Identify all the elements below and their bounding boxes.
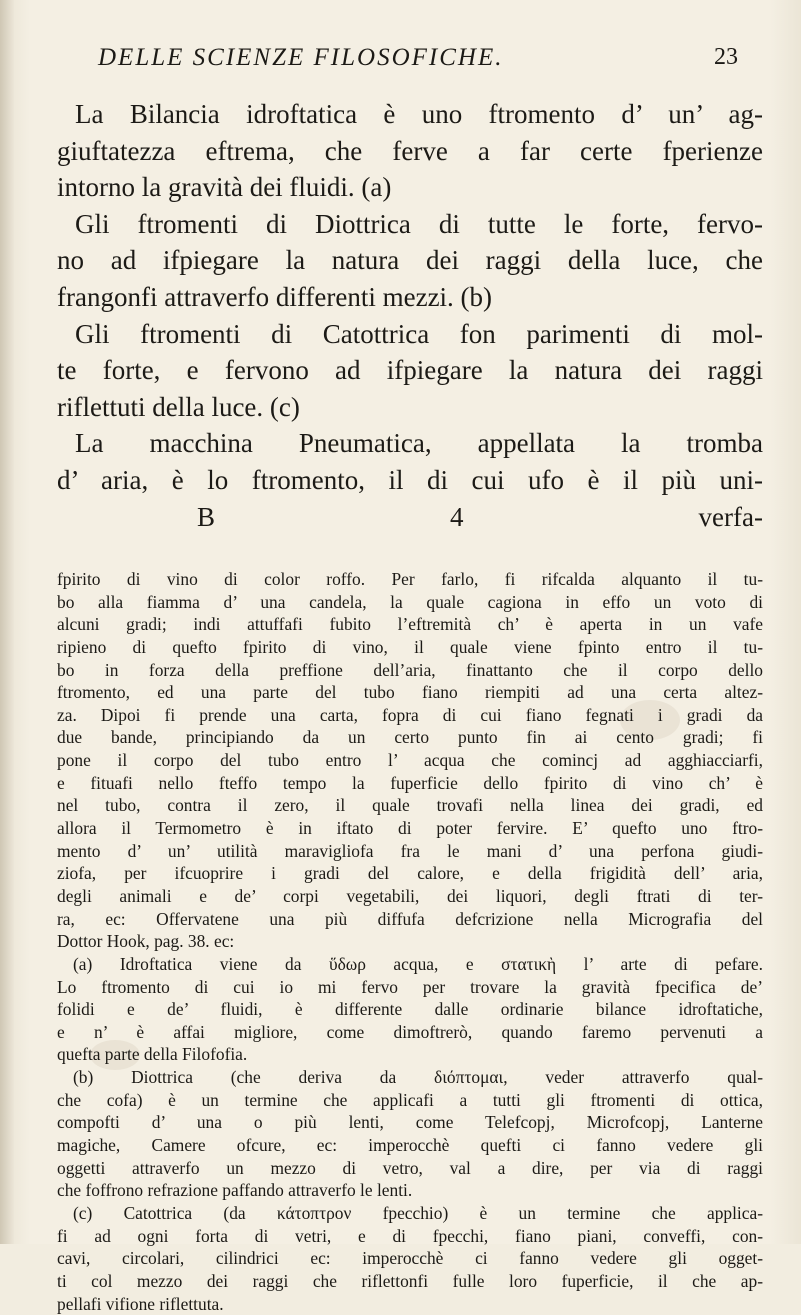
footnote-line: ziofa, per ifcuoprire i gradi del calore, e della frigidità dell’ aria, [57,862,763,885]
footnotes-block [57,568,763,1315]
footnote-line: che cofa) è un termine che applicafi a tutti gli ftromenti di ottica, [57,1089,763,1112]
text-line: d’ aria, è lo ftromento, il di cui ufo è il più uni- [57,462,763,499]
text-line: La Bilancia idroftatica è uno ftromento d’ un’ ag- [57,96,763,133]
text-line: no ad ifpiegare la natura dei raggi della luce, che [57,242,763,279]
page-gutter [0,0,14,1244]
footnote-line: due bande, principiando da un certo punto fin ai cento gradi; fi [57,726,763,749]
footnote-line: Lo ftromento di cui io mi fervo per trovare la gravità fpecifica de’ [57,976,763,999]
footnote-line: alcuni gradi; indi attuffafi fubito l’eftremità ch’ è aperta in un vafe [57,613,763,636]
footnote-line: (b) Diottrica (che deriva da διόπτομαι, veder attraverfo qual- [57,1066,763,1089]
text-line: frangonfi attraverfo differenti mezzi. (b) [57,279,763,316]
page-header [98,44,738,84]
footnote-line: compofti d’ una o più lenti, come Telefcopj, Microfcopj, Lanterne [57,1111,763,1134]
footnote-line: ripieno di quefto fpirito di vino, il quale viene fpinto entro il tu- [57,636,763,659]
footnote-line: quefta parte della Filofofia. [57,1043,763,1066]
footnote-line: folidi e de’ fluidi, è differente dalle ordinarie bilance idroftatiche, [57,998,763,1021]
footnote-line: (a) Idroftatica viene da ὕδωρ acqua, e στατικὴ l’ arte di pefare. [57,953,763,976]
text-line: riflettuti della luce. (c) [57,389,763,426]
text-line: B 4 verfa- [57,499,763,536]
text-line: La macchina Pneumatica, appellata la tromba [57,425,763,462]
footnote-line: allora il Termometro è in iftato di poter fervire. E’ quefto uno ftro- [57,817,763,840]
footnote-line: ti col mezzo dei raggi che riflettonfi fulle loro fuperficie, il che ap- [57,1270,763,1293]
footnote-line: e n’ è affai migliore, come dimoftrerò, quando faremo pervenuti a [57,1021,763,1044]
footnote-line: cavi, circolari, cilindrici ec: imperocchè ci fanno vedere gli ogget- [57,1247,763,1270]
text-line: intorno la gravità dei fluidi. (a) [57,169,763,206]
text-line: te forte, e fervono ad ifpiegare la natura dei raggi [57,352,763,389]
footnote-line: fi ad ogni forta di vetri, e di fpecchi, fiano piani, conveffi, con- [57,1225,763,1248]
footnote-line: magiche, Camere ofcure, ec: imperocchè quefti ci fanno vedere gli [57,1134,763,1157]
footnote-line: fpirito di vino di color roffo. Per farlo, fi rifcalda alquanto il tu- [57,568,763,591]
page-number: 23 [714,44,738,71]
footnote-line: (c) Catottrica (da κάτοπτρον fpecchio) è un termine che applica- [57,1202,763,1225]
footnote-line: Dottor Hook, pag. 38. ec: [57,930,763,953]
footnote-line: pone il corpo del tubo entro l’ acqua che comincj ad agghiacciarfi, [57,749,763,772]
footnote-line: e fituafi nello fteffo tempo la fuperficie dello fpirito di vino ch’ è [57,772,763,795]
text-line: giuftatezza eftrema, che ferve a far certe fperienze [57,133,763,170]
text-line: Gli ftromenti di Catottrica fon parimenti di mol- [57,316,763,353]
footnote-line: bo alla fiamma d’ una candela, la quale cagiona in effo un voto di [57,591,763,614]
footnote-line: degli animali e de’ corpi vegetabili, dei liquori, degli ftrati di ter- [57,885,763,908]
footnote-line: pellafi vifione riflettuta. [57,1293,763,1315]
footnote-line: oggetti attraverfo un mezzo di vetro, val a dire, per via di raggi [57,1157,763,1180]
footnote-line: za. Dipoi fi prende una carta, fopra di cui fiano fegnati i gradi da [57,704,763,727]
footnote-line: ra, ec: Offervatene una più diffufa defcrizione nella Micrografia del [57,908,763,931]
text-line: Gli ftromenti di Diottrica di tutte le forte, fervo- [57,206,763,243]
footnote-line: ftromento, ed una parte del tubo fiano riempiti ad una certa altez- [57,681,763,704]
footnote-line: mento d’ un’ utilità maravigliofa fra le mani d’ una perfona giudi- [57,840,763,863]
footnote-line: bo in forza della preffione dell’aria, finattanto che il corpo dello [57,659,763,682]
footnote-line: nel tubo, contra il zero, il quale trovafi nella linea dei gradi, ed [57,794,763,817]
footnote-line: che foffrono refrazione paffando attraverfo le lenti. [57,1179,763,1202]
main-text-block [57,96,763,535]
running-title: DELLE SCIENZE FILOSOFICHE. [98,44,503,72]
